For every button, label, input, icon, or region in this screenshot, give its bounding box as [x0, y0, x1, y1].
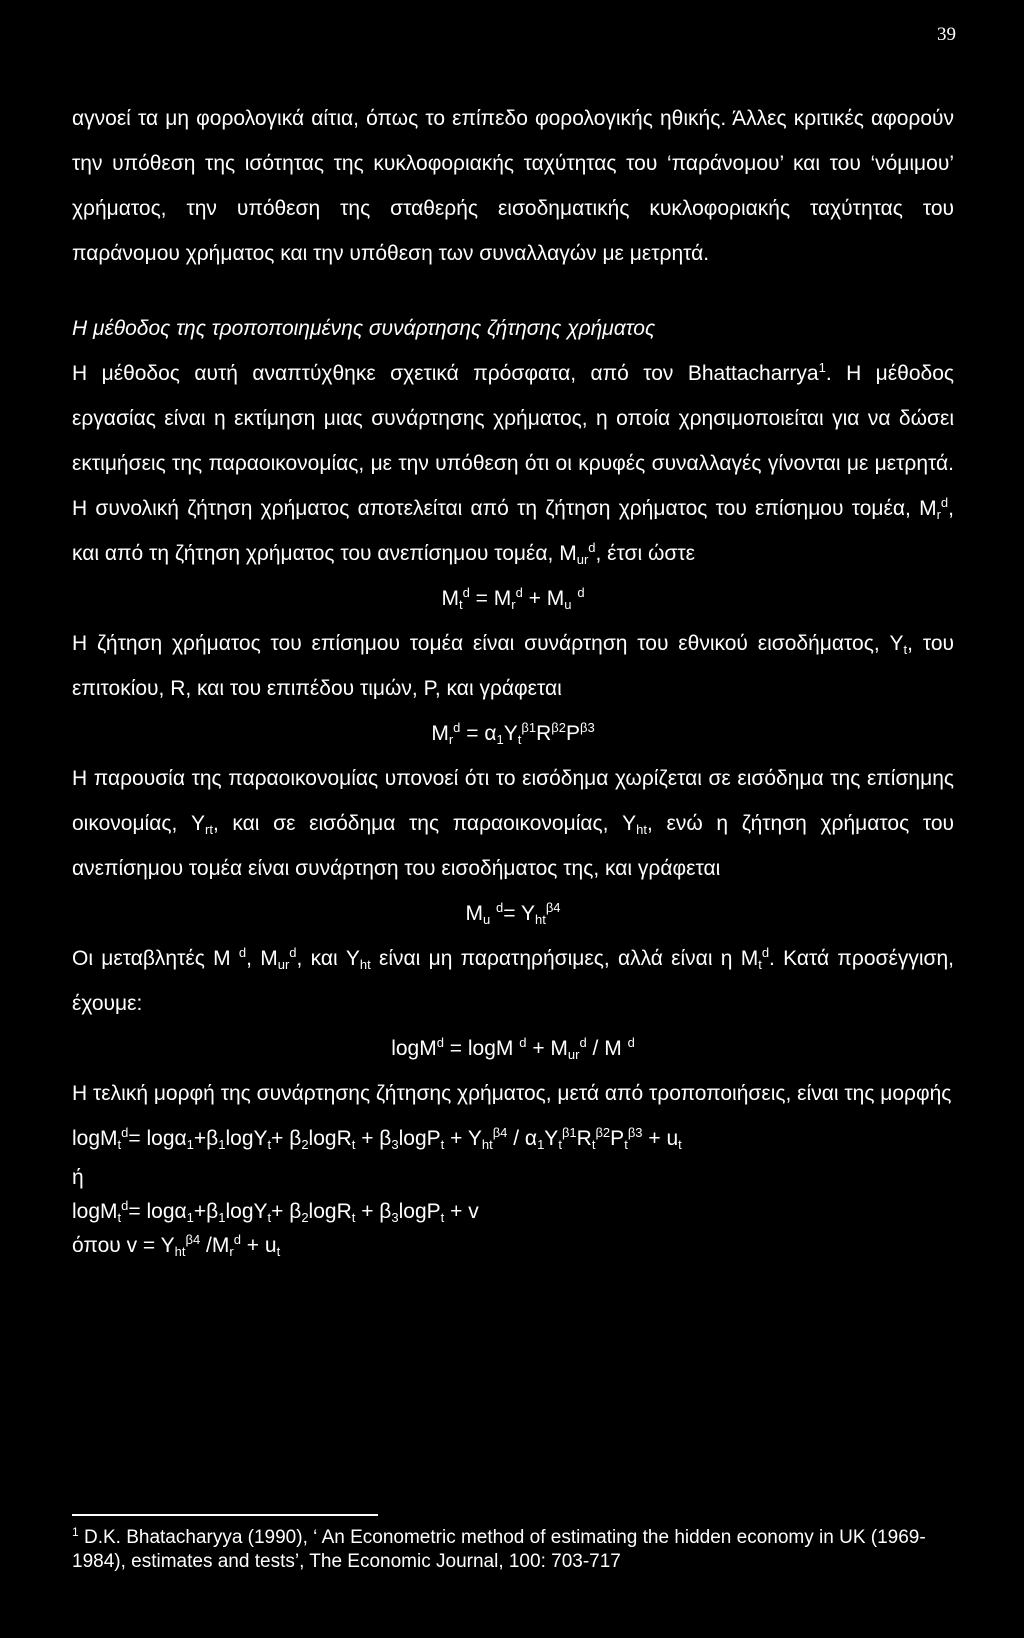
or-word: ή	[72, 1166, 84, 1189]
paragraph-hidden-income: Η παρουσία της παραοικονομίας υπονοεί ότι το εισόδημα χωρίζεται σε εισόδημα της επίσημης οικονομίας, $Y_{rt}$, και σε εισόδημα της παραοικονομίας, $Y_{ht}$, ενώ η ζήτηση χρήματος του ανεπίσημου τομέα είναι συνάρτηση του εισοδήματος της, και γράφεται	[72, 767, 955, 880]
equation-log-approx: logM$^d$ = logM $^d + M_{ur}^d / M$ $^d$	[391, 1035, 635, 1062]
section-heading: Η μέθοδος της τροποποιημένης συνάρτησης ζήτησης χρήματος	[72, 317, 656, 340]
paragraph-method: Η μέθοδος αυτή αναπτύχθηκε σχετικά πρόσφατα, από τον Bhattacharrya$^1$. Η μέθοδος εργασίας είναι η εκτίμηση μιας συνάρτησης χρήματος, η οποία χρησιμοποιείται για να δώσει εκτιμήσεις της παραοικονομίας, με την υπόθεση ότι οι κρυφές συναλλαγές γίνονται με μετρητά. Η συνολική ζήτηση χρήματος αποτελείται από τη ζήτηση χρήματος του επίσημου τομέα, $M_r^d$, και από τη ζήτηση χρήματος του ανεπίσημου τομέα, $M_{ur}^d$, έτσι ώστε	[72, 360, 954, 567]
page-content	[72, 96, 954, 1263]
footnote-divider	[72, 1514, 378, 1516]
paragraph-official-demand: Η ζήτηση χρήματος του επίσημου τομέα είναι συνάρτηση του εθνικού εισοδήματος, $Y_t$, του επιτοκίου, R, και του επιπέδου τιμών, P, και γράφεται	[72, 632, 954, 700]
var-Mrd: $M_r^d$	[919, 495, 949, 522]
page-number: 39	[937, 24, 956, 45]
equation-final-1: $\log M_t^d= \log\alpha_1+\beta_1\log Y_t+ \beta_2\log R_t + \beta_3\log P_t + Y_{ht}^{\beta 4} / \alpha_1Y_t^{\beta 1}R_t^{\beta 2}P_t^{\beta 3} + u_t$	[72, 1125, 682, 1152]
footnote-ref[interactable]: 1	[818, 360, 826, 376]
paragraph-intro: αγνοεί τα μη φορολογικά αίτια, όπως το επίπεδο φορολογικής ηθικής. Άλλες κριτικές αφορούν την υπόθεση της ισότητας της κυκλοφοριακής ταχύτητας του ‘παράνομου’ και του ‘νόμιμου’ χρήματος, την υπόθεση της σταθερής εισοδηματικής κυκλοφοριακής ταχύτητας του παράνομου χρήματος και την υπόθεση των συναλλαγών με μετρητά.	[72, 107, 954, 265]
footnote-text: D.K. Bhatacharyya (1990), ‘ An Econometric method of estimating the hidden economy in UK (1969-1984), estimates and tests’, The Economic Journal, 100: 703-717	[72, 1527, 926, 1572]
equation-official-demand: $M_r^d = \alpha_1Y_t^{\beta 1}R^{\beta 2}P^{\beta 3}$	[431, 720, 595, 747]
var-Murd: $M_{ur}^d$	[559, 540, 596, 567]
footnote-mark: 1	[72, 1524, 79, 1539]
footnote	[72, 1526, 954, 1574]
equation-unofficial-demand: $M_u$ $^d= Y_{ht}^{\beta 4}$	[465, 900, 561, 927]
equation-total-demand: $M_t^d = M_r^d + M_u$ $^d$	[441, 585, 585, 612]
equation-where-v: όπου $v = Y_{ht}^{\beta 4}$ $/M_r^d + u_t$	[72, 1232, 281, 1259]
paragraph-final-form: Η τελική μορφή της συνάρτησης ζήτησης χρήματος, μετά από τροποποιήσεις, είναι της μορφής	[72, 1082, 952, 1105]
equation-final-2: $\log M_t^d= \log\alpha_1+\beta_1\log Y_t+ \beta_2\log R_t + \beta_3\log P_t + v$	[72, 1198, 479, 1225]
paragraph-unobservable: Οι μεταβλητές M $^d$, $M_{ur}^d$, και $Y_{ht}$ είναι μη παρατηρήσιμες, αλλά είναι η $M_t^d$. Κατά προσέγγιση, έχουμε:	[72, 945, 954, 1015]
